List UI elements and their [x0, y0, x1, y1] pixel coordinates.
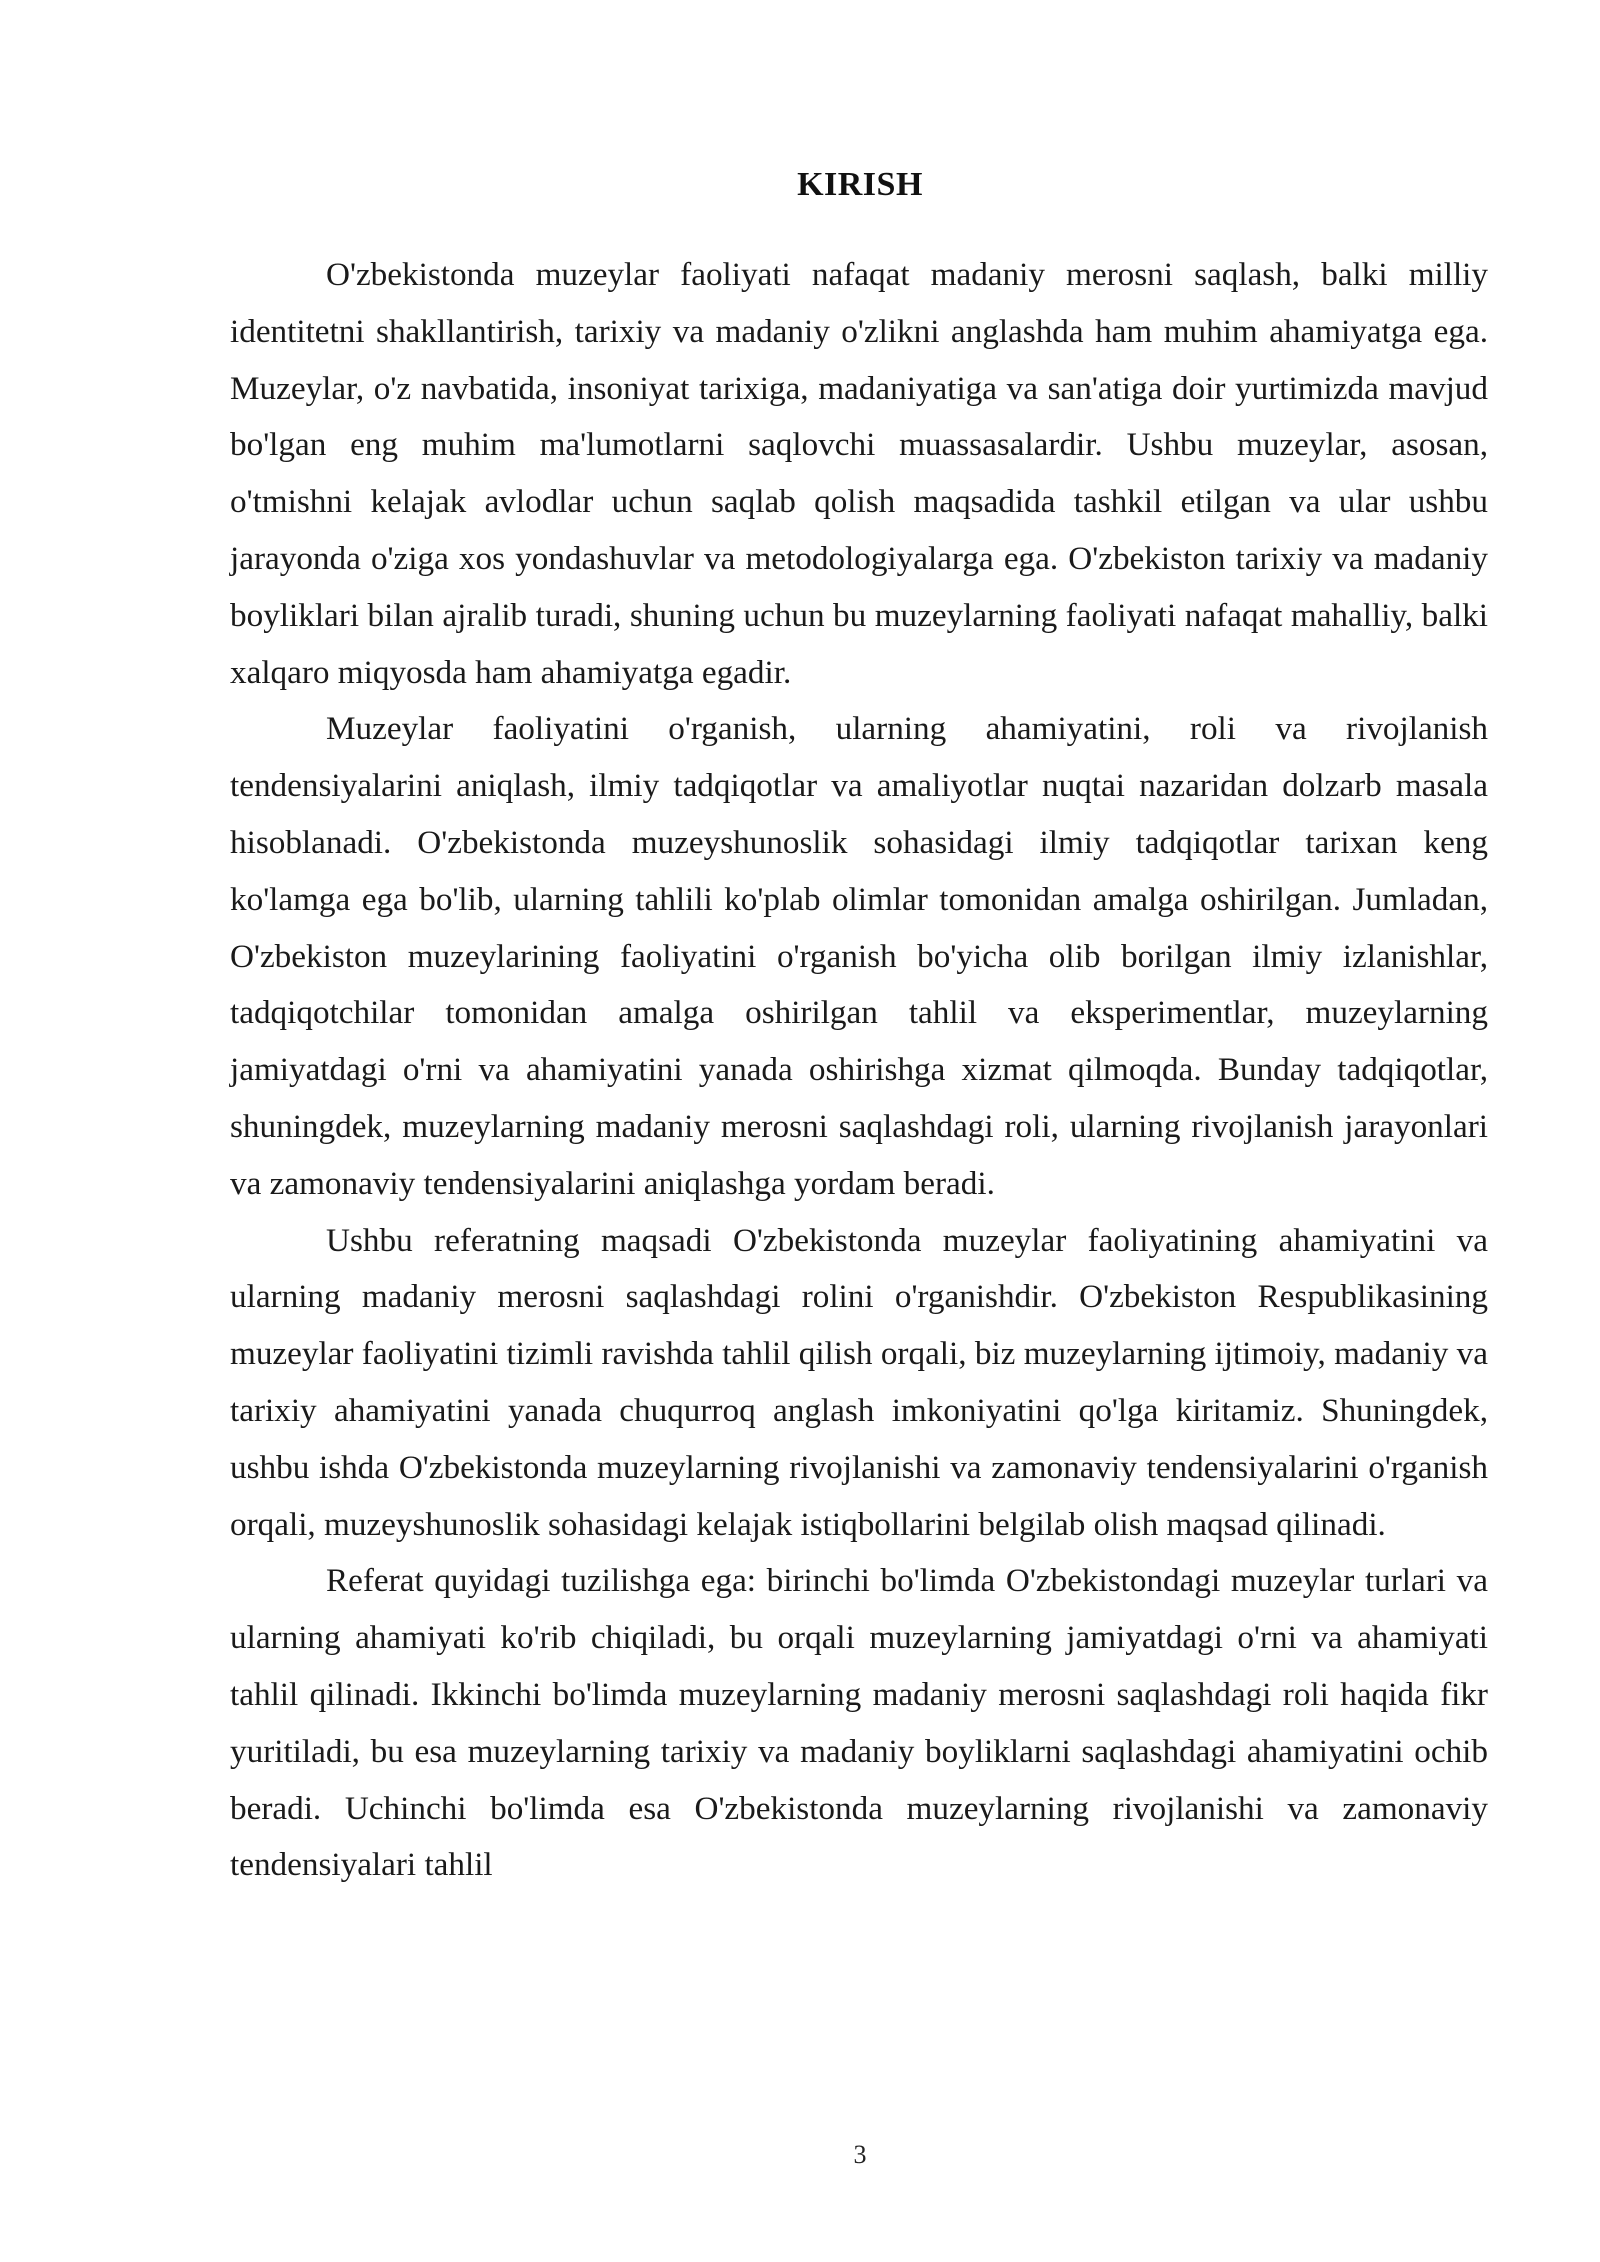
page-title: KIRISH — [797, 166, 923, 203]
paragraph: Ushbu referatning maqsadi O'zbekistonda muzeylar faoliyatining ahamiyatini va ularning madaniy merosni saqlashdagi rolini o'rganishdir. O'zbekiston Respublikasining muzeylar faoliyatini tizimli ravishda tahlil qilish orqali, biz muzeylarning ijtimoiy, madaniy va tarixiy ahamiyatini yanada chuqurroq anglash imkoniyatini qo'lga kiritamiz. Shuningdek, ushbu ishda O'zbekistonda muzeylarning rivojlanishi va zamonaviy tendensiyalarini o'rganish orqali, muzeyshunoslik sohasidagi kelajak istiqbollarini belgilab olish maqsad qilinadi. — [230, 1221, 1488, 1543]
body-text — [230, 247, 1488, 1894]
paragraph: O'zbekistonda muzeylar faoliyati nafaqat madaniy merosni saqlash, balki milliy identitetni shakllantirish, tarixiy va madaniy o'zlikni anglashda ham muhim ahamiyatga ega. Muzeylar, o'z navbatida, insoniyat tarixiga, madaniyatiga va san'atiga doir yurtimizda mavjud bo'lgan eng muhim ma'lumotlarni saqlovchi muassasalardir. Ushbu muzeylar, asosan, o'tmishni kelajak avlodlar uchun saqlab qolish maqsadida tashkil etilgan va ular ushbu jarayonda o'ziga xos yondashuvlar va metodologiyalarga ega. O'zbekiston tarixiy va madaniy boyliklari bilan ajralib turadi, shuning uchun bu muzeylarning faoliyati nafaqat mahalliy, balki xalqaro miqyosda ham ahamiyatga egadir. — [230, 256, 1488, 691]
page-number: 3 — [853, 2140, 867, 2169]
paragraph: Referat quyidagi tuzilishga ega: birinchi bo'limda O'zbekistondagi muzeylar turlari va ularning ahamiyati ko'rib chiqiladi, bu orqali muzeylarning jamiyatdagi o'rni va ahamiyati tahlil qilinadi. Ikkinchi bo'limda muzeylarning madaniy merosni saqlashdagi roli haqida fikr yuritiladi, bu esa muzeylarning tarixiy va madaniy boyliklarni saqlashdagi ahamiyatini ochib beradi. Uchinchi bo'limda esa O'zbekistonda muzeylarning rivojlanishi va zamonaviy tendensiyalari tahlil — [230, 1562, 1488, 1884]
paragraph: Muzeylar faoliyatini o'rganish, ularning ahamiyatini, roli va rivojlanish tendensiyalarini aniqlash, ilmiy tadqiqotlar va amaliyotlar nuqtai nazaridan dolzarb masala hisoblanadi. O'zbekistonda muzeyshunoslik sohasidagi ilmiy tadqiqotlar tarixan keng ko'lamga ega bo'lib, ularning tahlili ko'plab olimlar tomonidan amalga oshirilgan. Jumladan, O'zbekiston muzeylarining faoliyatini o'rganish bo'yicha olib borilgan ilmiy izlanishlar, tadqiqotchilar tomonidan amalga oshirilgan tahlil va eksperimentlar, muzeylarning jamiyatdagi o'rni va ahamiyatini yanada oshirishga xizmat qilmoqda. Bunday tadqiqotlar, shuningdek, muzeylarning madaniy merosni saqlashdagi roli, ularning rivojlanish jarayonlari va zamonaviy tendensiyalarini aniqlashga yordam beradi. — [230, 710, 1488, 1202]
